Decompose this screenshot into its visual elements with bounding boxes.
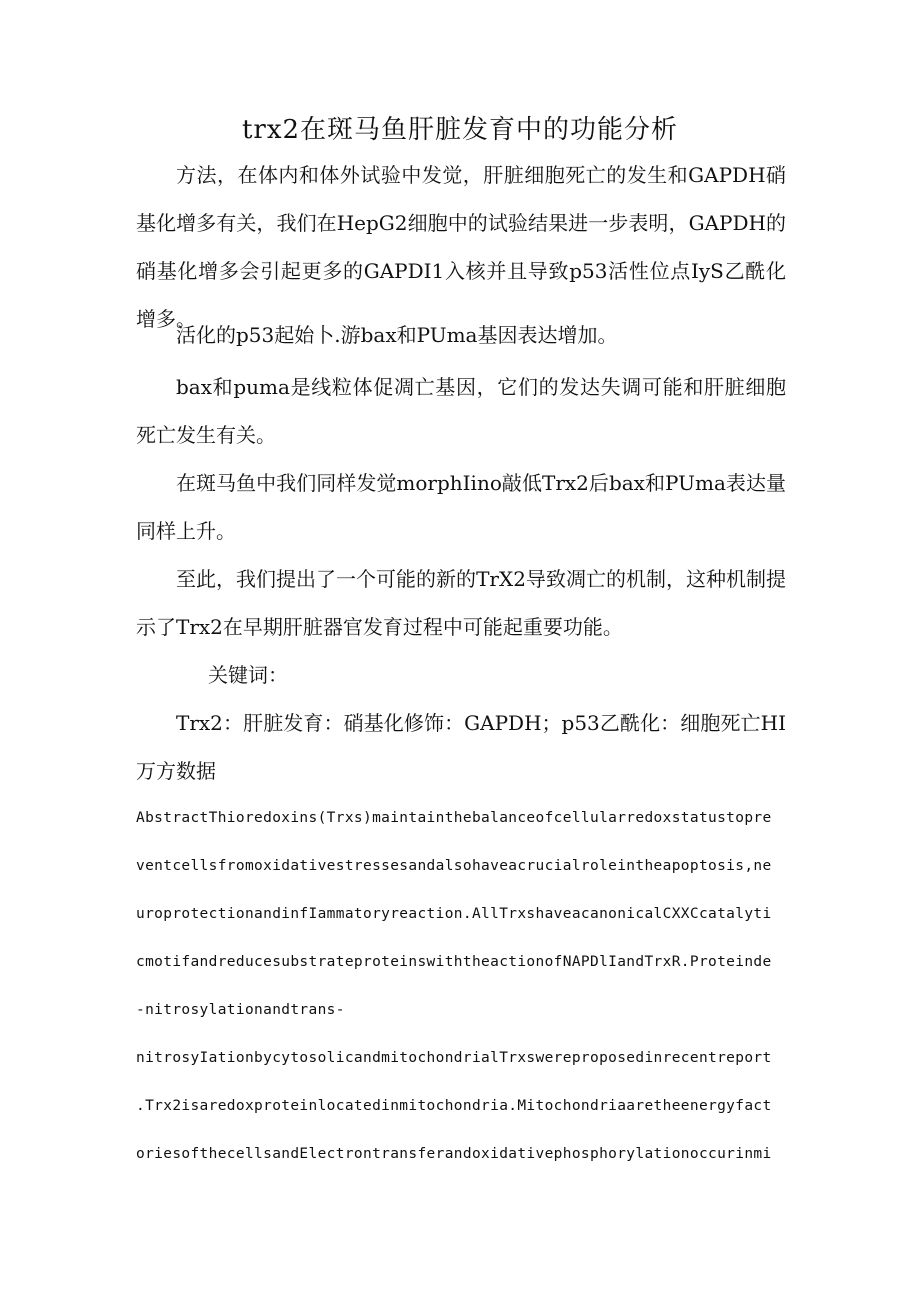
abstract-line: oriesofthecellsandElectrontransferandoxidativephosphorylationoccurinmi [136,1146,772,1162]
abstract-line: cmotifandreducesubstrateproteinswiththeactionofNAPDlIandTrxR.Proteinde [136,954,772,970]
abstract-block [136,794,786,1178]
abstract-line: .Trx2isaredoxproteinlocatedinmitochondria.Mitochondriaaretheenergyfact [136,1098,772,1114]
keywords-label: 关键词： [208,663,288,687]
body-paragraph-zebrafish: 在斑马鱼中我们同样发觉morphIino敲低Trx2后bax和PUma表达量同样上升。 [136,471,786,543]
body-paragraph-method: 方法，在体内和体外试验中发觉，肝脏细胞死亡的发生和GAPDH硝基化增多有关，我们在HepG2细胞中的试验结果进一步表明，GAPDH的硝基化增多会引起更多的GAPDI1入核并且导致p53活性位点IyS乙酰化增多。 [136,163,786,331]
abstract-line: ventcellsfromoxidativestressesandalsohaveacrucialroleintheapoptosis,ne [136,858,772,874]
abstract-line: uroprotectionandinfIammatoryreaction.AllTrxshaveacanonicalCXXCcatalyti [136,906,772,922]
body-paragraph-p53: 活化的p53起始卜.游bax和PUma基因表达增加。 [176,323,618,347]
abstract-line: AbstractThioredoxins(Trxs)maintainthebalanceofcellularredoxstatustopre [136,810,772,826]
abstract-line: -nitrosylationandtrans- [136,1002,345,1018]
keywords-text: Trx2：肝脏发育：硝基化修饰：GAPDH；p53乙酰化：细胞死亡HI万方数据 [136,711,786,783]
body-paragraph-conclusion: 至此，我们提出了一个可能的新的TrX2导致凋亡的机制，这种机制提示了Trx2在早期肝脏器官发育过程中可能起重要功能。 [136,567,786,639]
abstract-line: nitrosyIationbycytosolicandmitochondrialTrxswereproposedinrecentreport [136,1050,772,1066]
body-paragraph-bax-puma: bax和puma是线粒体促凋亡基因，它们的发达失调可能和肝脏细胞死亡发生有关。 [136,375,786,447]
document-title: trx2在斑马鱼肝脏发育中的功能分析 [241,115,679,145]
